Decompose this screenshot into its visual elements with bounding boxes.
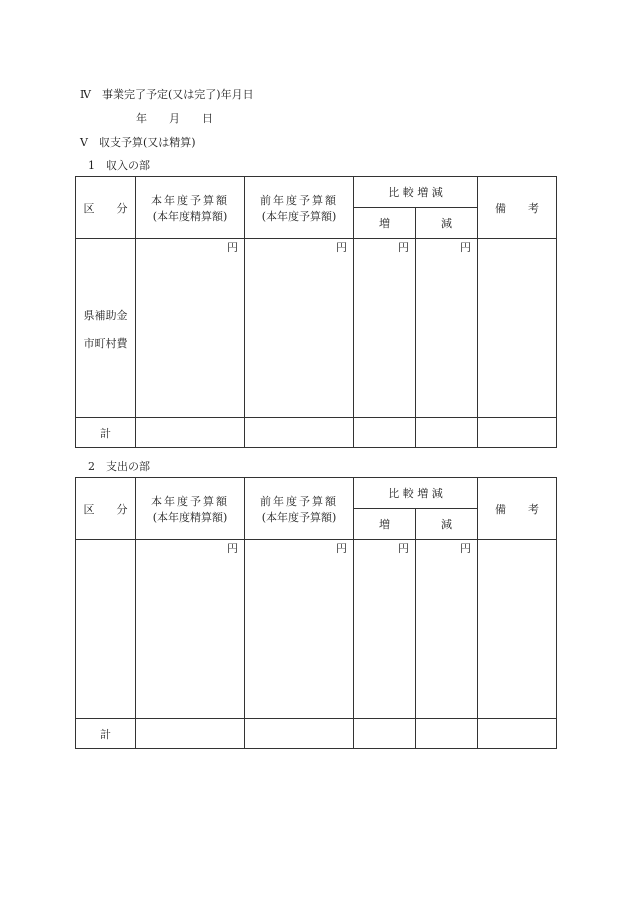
- header-remarks: 備 考: [478, 478, 557, 540]
- income-decrease-amount[interactable]: 円: [416, 239, 478, 418]
- header-category: 区 分: [76, 478, 136, 540]
- expense-total-decrease[interactable]: [416, 719, 478, 749]
- header-current-year: [136, 177, 245, 239]
- header-previous-year-line1: 前年度予算額: [260, 494, 338, 508]
- expense-previous-amount[interactable]: 円: [245, 540, 354, 719]
- income-remarks-cell[interactable]: [478, 239, 557, 418]
- section-5-title: Ⅴ 収支予算(又は精算): [80, 136, 196, 149]
- header-previous-year-line1: 前年度予算額: [260, 193, 338, 207]
- expense-current-amount[interactable]: 円: [136, 540, 245, 719]
- expense-table: [75, 477, 557, 749]
- income-total-remarks[interactable]: [478, 418, 557, 448]
- expense-remarks-cell[interactable]: [478, 540, 557, 719]
- expense-total-current[interactable]: [136, 719, 245, 749]
- income-total-previous[interactable]: [245, 418, 354, 448]
- header-remarks: 備 考: [478, 177, 557, 239]
- income-table: [75, 176, 557, 448]
- section-4-title: Ⅳ 事業完了予定(又は完了)年月日: [80, 88, 254, 101]
- header-current-year-line1: 本年度予算額: [151, 494, 229, 508]
- income-current-amount[interactable]: 円: [136, 239, 245, 418]
- header-comparison: 比 較 増 減: [354, 177, 478, 208]
- income-total-decrease[interactable]: [416, 418, 478, 448]
- expense-total-remarks[interactable]: [478, 719, 557, 749]
- header-previous-year-line2: (本年度予算額): [261, 209, 337, 223]
- expense-total-previous[interactable]: [245, 719, 354, 749]
- income-previous-amount[interactable]: 円: [245, 239, 354, 418]
- expense-total-label: 計: [76, 719, 136, 749]
- header-previous-year: [245, 177, 354, 239]
- header-current-year-line1: 本年度予算額: [151, 193, 229, 207]
- income-total-current[interactable]: [136, 418, 245, 448]
- income-total-label: 計: [76, 418, 136, 448]
- header-current-year: [136, 478, 245, 540]
- income-total-increase[interactable]: [354, 418, 416, 448]
- expense-section-title: 2 支出の部: [88, 460, 150, 473]
- header-previous-year: [245, 478, 354, 540]
- header-category: 区 分: [76, 177, 136, 239]
- income-increase-amount[interactable]: 円: [354, 239, 416, 418]
- expense-total-increase[interactable]: [354, 719, 416, 749]
- income-section-title: 1 収入の部: [88, 159, 150, 172]
- income-item: 市町村費: [83, 337, 128, 350]
- expense-increase-amount[interactable]: 円: [354, 540, 416, 719]
- income-category-cell[interactable]: [76, 239, 136, 418]
- completion-date: 年 月 日: [136, 112, 213, 125]
- header-increase: 増: [354, 208, 416, 239]
- header-previous-year-line2: (本年度予算額): [261, 510, 337, 524]
- header-decrease: 減: [416, 208, 478, 239]
- expense-category-cell[interactable]: [76, 540, 136, 719]
- header-current-year-line2: (本年度精算額): [152, 510, 228, 524]
- header-comparison: 比 較 増 減: [354, 478, 478, 509]
- header-decrease: 減: [416, 509, 478, 540]
- income-item: 県補助金: [83, 309, 128, 322]
- expense-decrease-amount[interactable]: 円: [416, 540, 478, 719]
- header-increase: 増: [354, 509, 416, 540]
- header-current-year-line2: (本年度精算額): [152, 209, 228, 223]
